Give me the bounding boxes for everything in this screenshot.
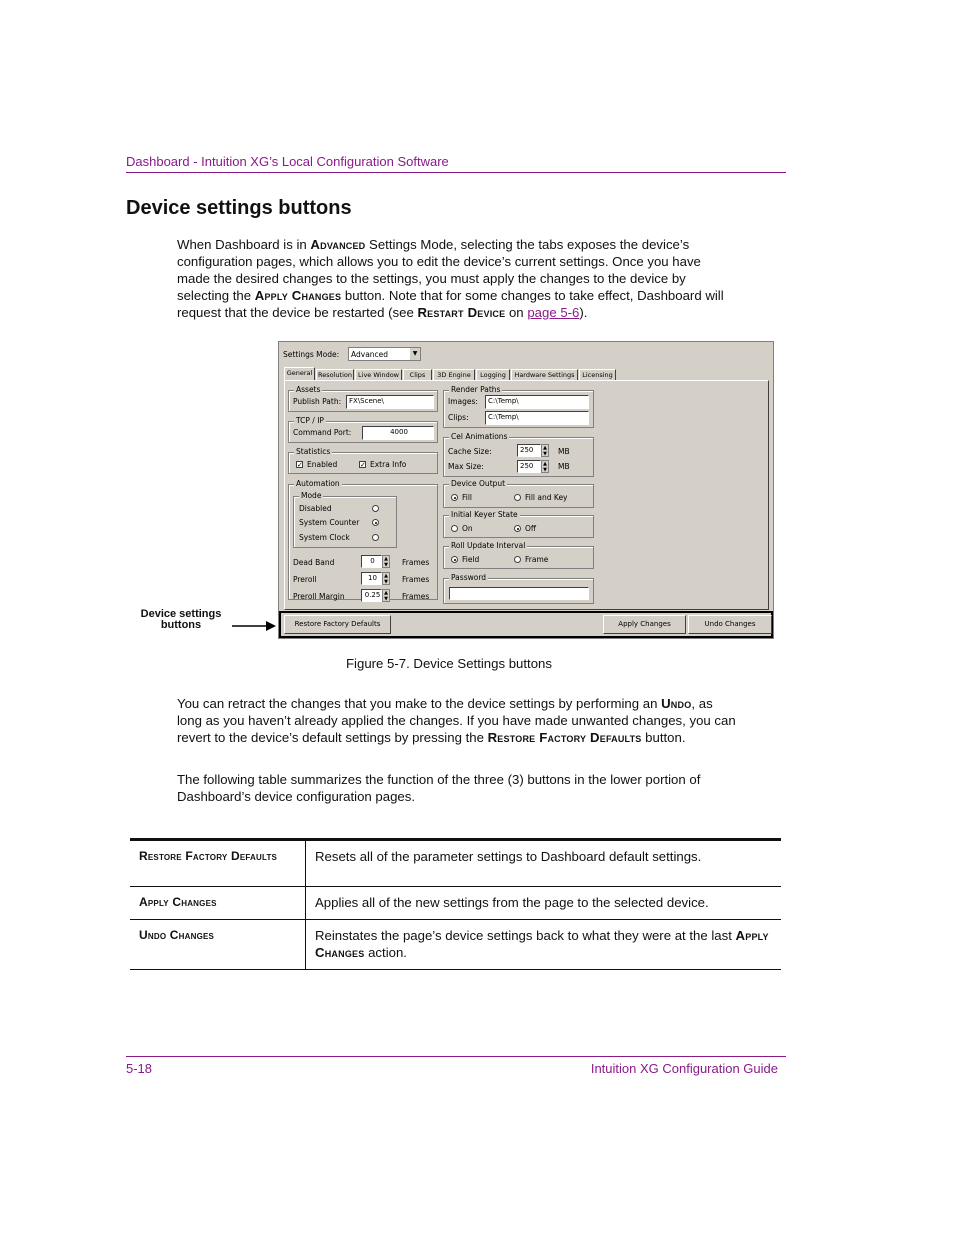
- mode-group: Mode Disabled System Counter System Clock: [293, 496, 397, 548]
- table-row: [130, 840, 781, 887]
- output-fill-radio[interactable]: [451, 494, 458, 501]
- figure-caption: Figure 5-7. Device Settings buttons: [346, 656, 552, 671]
- dead-band-spinner[interactable]: ▲ ▼: [382, 555, 390, 568]
- render-paths-group: Render Paths Images: C:\Temp\ Clips: C:\Temp\: [443, 390, 594, 428]
- table-cell-button: Apply Changes: [130, 887, 306, 920]
- table-cell-description: Reinstates the page’s device settings back to what they were at the last Apply Changes action.: [306, 920, 782, 970]
- max-size-spinner[interactable]: ▲ ▼: [541, 460, 549, 473]
- undo-paragraph: You can retract the changes that you make to the device settings by performing an Undo, as long as you haven’t already applied the changes. If you have made unwanted changes, you can revert to the device’s default settings by pressing the Restore Factory Defaults button.: [177, 696, 736, 745]
- table-cell-description: Applies all of the new settings from the page to the selected device.: [306, 887, 782, 920]
- tcpip-group: TCP / IP Command Port: 4000: [288, 421, 438, 443]
- keyer-on-radio[interactable]: [451, 525, 458, 532]
- header-rule: [126, 172, 786, 173]
- mode-system-clock-radio[interactable]: [372, 534, 379, 541]
- dead-band-input[interactable]: 0: [361, 555, 382, 568]
- assets-group: Assets Publish Path: FX\Scene\: [288, 390, 438, 412]
- section-title: Device settings buttons: [126, 197, 352, 219]
- output-fill-key-radio[interactable]: [514, 494, 521, 501]
- footer-rule: [126, 1056, 786, 1057]
- settings-mode-select[interactable]: Advanced ▼: [348, 347, 421, 361]
- enabled-checkbox[interactable]: ✓: [297, 461, 303, 469]
- device-output-group: Device Output Fill Fill and Key: [443, 484, 594, 508]
- mode-disabled-radio[interactable]: [372, 505, 379, 512]
- publish-path-input[interactable]: FX\Scene\: [346, 395, 434, 409]
- general-panel: [284, 380, 769, 610]
- undo-changes-button[interactable]: Undo Changes: [688, 615, 772, 634]
- clips-path-input[interactable]: C:\Temp\: [485, 411, 589, 425]
- statistics-group: Statistics ✓ Enabled ✓ Extra Info: [288, 452, 438, 474]
- tab-logging[interactable]: Logging: [476, 369, 510, 380]
- mode-system-counter-radio[interactable]: [372, 519, 379, 526]
- table-row: [130, 920, 781, 970]
- footer-guide-title: Intuition XG Configuration Guide: [590, 1061, 778, 1076]
- keyer-state-group: Initial Keyer State On Off: [443, 515, 594, 538]
- tab-live-window[interactable]: Live Window: [355, 369, 402, 380]
- table-cell-description: Resets all of the parameter settings to Dashboard default settings.: [306, 840, 782, 887]
- page-number: 5-18: [126, 1061, 153, 1076]
- password-input[interactable]: [449, 587, 589, 600]
- running-header: Dashboard - Intuition XG’s Local Configuration Software: [126, 154, 449, 169]
- table-row: [130, 887, 781, 920]
- callout-arrow-icon: [230, 619, 280, 633]
- cache-size-input[interactable]: 250: [517, 444, 541, 457]
- callout-label: Device settings buttons: [140, 608, 222, 631]
- tab-hardware-settings[interactable]: Hardware Settings: [511, 369, 578, 380]
- cache-size-spinner[interactable]: ▲ ▼: [541, 444, 549, 457]
- table-cell-button: Restore Factory Defaults: [130, 840, 306, 887]
- preroll-margin-input[interactable]: 0.25: [361, 589, 382, 602]
- password-group: Password: [443, 578, 594, 604]
- device-settings-button-strip: [279, 611, 773, 638]
- tab-clips[interactable]: Clips: [403, 369, 432, 380]
- tab-general[interactable]: General: [284, 367, 315, 381]
- command-port-input[interactable]: 4000: [362, 426, 434, 440]
- roll-field-radio[interactable]: [451, 556, 458, 563]
- preroll-spinner[interactable]: ▲ ▼: [382, 572, 390, 585]
- apply-changes-button[interactable]: Apply Changes: [603, 615, 686, 634]
- page-link[interactable]: page 5-6: [527, 305, 580, 320]
- tab-3d-engine[interactable]: 3D Engine: [433, 369, 475, 380]
- device-settings-dialog: [278, 341, 774, 639]
- tab-resolution[interactable]: Resolution: [316, 369, 354, 380]
- table-intro-paragraph: The following table summarizes the function of the three (3) buttons in the lower portion of Dashboard’s device configuration pages.: [177, 772, 701, 804]
- settings-mode-label: Settings Mode:: [283, 350, 340, 359]
- roll-update-group: Roll Update Interval Field Frame: [443, 546, 594, 569]
- button-function-table: [130, 838, 781, 970]
- preroll-margin-spinner[interactable]: ▲ ▼: [382, 589, 390, 602]
- tab-licensing[interactable]: Licensing: [579, 369, 616, 380]
- automation-group: Automation Mode Disabled System Counter System Clock Dead Band 0 ▲ ▼ Frames Preroll 10 ▲ ▼ Frames Preroll Margin 0.25 ▲ ▼ Frames: [288, 484, 438, 600]
- extra-info-checkbox[interactable]: ✓: [360, 461, 366, 469]
- chevron-down-icon: ▼: [409, 348, 420, 360]
- images-path-input[interactable]: C:\Temp\: [485, 395, 589, 409]
- roll-frame-radio[interactable]: [514, 556, 521, 563]
- restore-factory-defaults-button[interactable]: Restore Factory Defaults: [284, 615, 391, 634]
- keyer-off-radio[interactable]: [514, 525, 521, 532]
- preroll-input[interactable]: 10: [361, 572, 382, 585]
- cel-animations-group: Cel Animations Cache Size: 250 ▲ ▼ MB Max Size: 250 ▲ ▼ MB: [443, 437, 594, 477]
- max-size-input[interactable]: 250: [517, 460, 541, 473]
- table-cell-button: Undo Changes: [130, 920, 306, 970]
- intro-paragraph: When Dashboard is in Advanced Settings Mode, selecting the tabs exposes the device’s configuration pages, which allows you to edit the device’s current settings. Once you have made the desired changes to the settings, you must apply the changes to the device by selecting the Apply Changes button. Note that for some changes to take effect, Dashboard will request that the device be restarted (see Restart Device on page 5-6).: [177, 237, 724, 320]
